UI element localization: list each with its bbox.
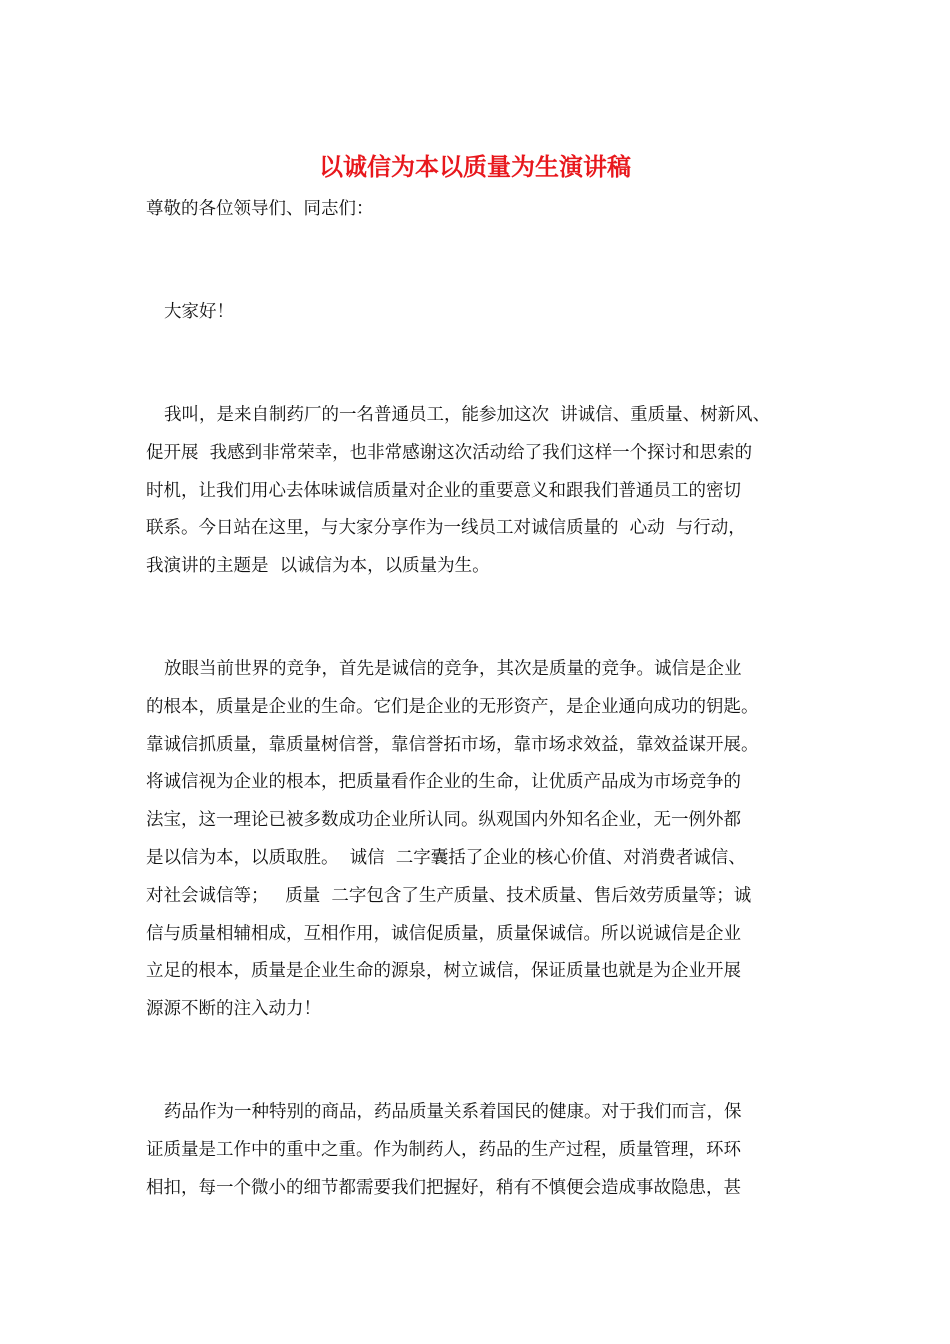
salutation bbox=[146, 191, 816, 229]
paragraph-2-line: 信与质量相辅相成，互相作用，诚信促质量，质量保诚信。所以说诚信是企业 bbox=[146, 923, 741, 944]
greeting bbox=[146, 294, 816, 332]
paragraph-1-line: 联系。今日站在这里，与大家分享作为一线员工对诚信质量的 心动 与行动， bbox=[146, 518, 746, 539]
paragraph-1-line: 我叫，是来自制药厂的一名普通员工，能参加这次 讲诚信、重质量、树新风、 bbox=[164, 405, 771, 425]
greeting-line: 大家好！ bbox=[164, 302, 234, 322]
paragraph-2-line: 法宝，这一理论已被多数成功企业所认同。纵观国内外知名企业，无一例外都 bbox=[146, 810, 741, 831]
paragraph-1 bbox=[146, 397, 816, 586]
paragraph-2-line: 的根本，质量是企业的生命。它们是企业的无形资产，是企业通向成功的钥匙。 bbox=[146, 696, 759, 717]
paragraph-3-line: 药品作为一种特别的商品，药品质量关系着国民的健康。对于我们而言，保 bbox=[164, 1102, 742, 1122]
paragraph-2-line: 靠诚信抓质量，靠质量树信誉，靠信誉拓市场，靠市场求效益，靠效益谋开展。 bbox=[146, 734, 759, 755]
paragraph-2-line: 对社会诚信等； 质量 二字包含了生产质量、技术质量、售后效劳质量等；诚 bbox=[146, 885, 752, 906]
salutation-line: 尊敬的各位领导们、同志们： bbox=[146, 199, 374, 219]
document-title: 以诚信为本以质量为生演讲稿 bbox=[319, 152, 631, 181]
paragraph-2 bbox=[146, 651, 816, 1029]
paragraph-3 bbox=[146, 1094, 816, 1207]
paragraph-1-line: 促开展 我感到非常荣幸，也非常感谢这次活动给了我们这样一个探讨和思索的 bbox=[146, 442, 753, 463]
paragraph-2-line: 源源不断的注入动力！ bbox=[146, 999, 321, 1020]
paragraph-2-line: 是以信为本，以质取胜。 诚信 二字囊括了企业的核心价值、对消费者诚信、 bbox=[146, 847, 746, 868]
paragraph-3-line: 证质量是工作中的重中之重。作为制药人，药品的生产过程，质量管理，环环 bbox=[146, 1139, 741, 1160]
paragraph-1-line: 时机，让我们用心去体味诚信质量对企业的重要意义和跟我们普通员工的密切 bbox=[146, 480, 741, 501]
paragraph-2-line: 立足的根本，质量是企业生命的源泉，树立诚信，保证质量也就是为企业开展 bbox=[146, 961, 741, 982]
paragraph-2-line: 放眼当前世界的竞争，首先是诚信的竞争，其次是质量的竞争。诚信是企业 bbox=[164, 659, 742, 679]
paragraph-3-line: 相扣，每一个微小的细节都需要我们把握好，稍有不慎便会造成事故隐患，甚 bbox=[146, 1177, 741, 1198]
paragraph-1-line: 我演讲的主题是 以诚信为本，以质量为生。 bbox=[146, 556, 490, 577]
paragraph-2-line: 将诚信视为企业的根本，把质量看作企业的生命，让优质产品成为市场竞争的 bbox=[146, 772, 741, 793]
